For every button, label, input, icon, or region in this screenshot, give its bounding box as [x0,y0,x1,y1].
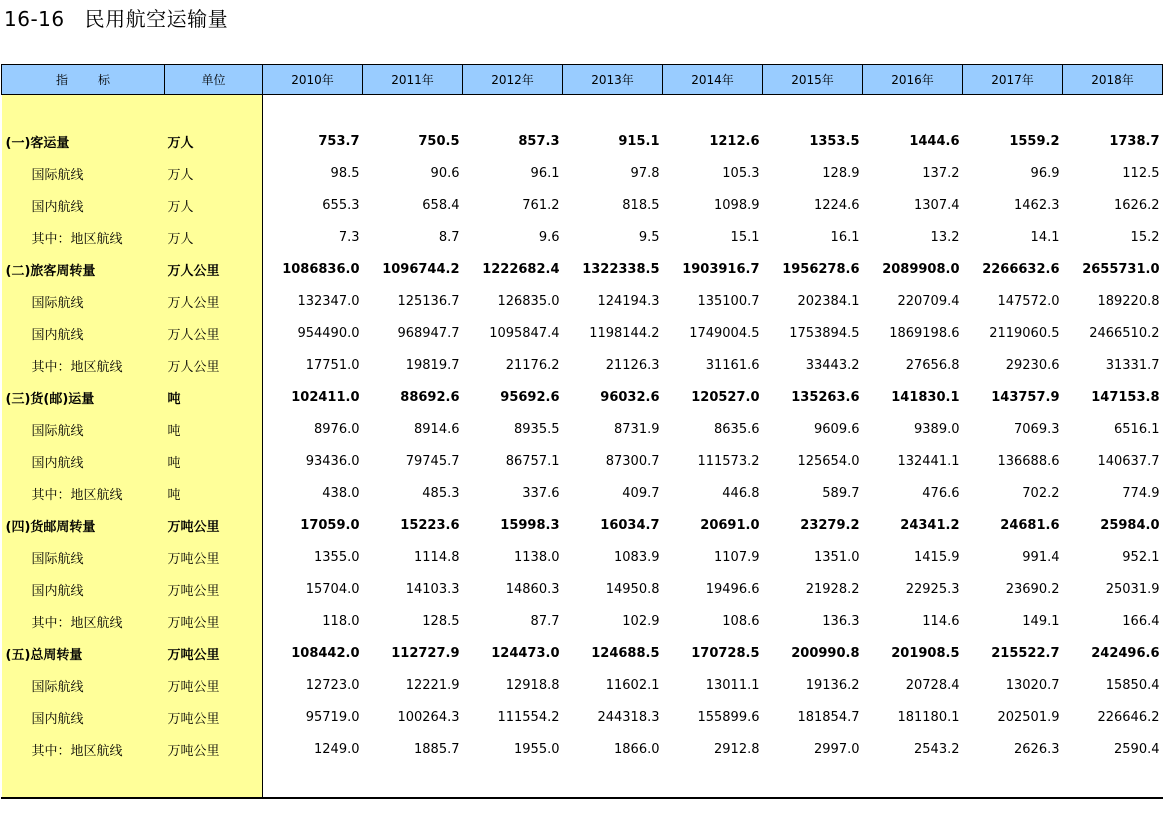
value-cell: 125654.0 [797,453,860,469]
table-number: 16-16 [4,7,65,31]
table-row [2,381,1163,413]
value-cell: 1086836.0 [282,261,360,277]
value-cell: 111554.2 [497,709,560,725]
value-cell: 226646.2 [1097,709,1160,725]
value-cell: 17059.0 [300,517,360,533]
header-year: 2018年 [1063,65,1163,95]
value-cell: 1114.8 [414,549,460,565]
value-cell: 8.7 [438,229,460,245]
table-row [2,253,1163,285]
value-cell: 337.6 [522,485,560,501]
value-cell: 14.1 [1030,229,1060,245]
value-cell: 12918.8 [505,677,560,693]
value-cell: 6516.1 [1114,421,1160,437]
value-cell: 8976.0 [314,421,360,437]
value-cell: 114.6 [922,613,960,629]
value-cell: 658.4 [422,197,460,213]
table-row [2,605,1163,637]
value-cell: 24341.2 [900,517,960,533]
value-cell: 1753894.5 [789,325,860,341]
value-cell: 485.3 [422,485,460,501]
value-cell: 7069.3 [1014,421,1060,437]
value-cell: 96032.6 [600,389,660,405]
value-cell: 1444.6 [909,133,960,149]
value-cell: 13011.1 [705,677,760,693]
row-unit: 万人公里 [165,349,263,381]
table-row [2,509,1163,541]
row-label: (一)客运量 [2,125,165,157]
value-cell: 2119060.5 [989,325,1060,341]
row-label: 国际航线 [2,541,165,573]
value-cell: 438.0 [322,485,360,501]
row-label: 国内航线 [2,317,165,349]
value-cell: 409.7 [622,485,660,501]
value-cell: 589.7 [822,485,860,501]
value-cell: 702.2 [1022,485,1060,501]
row-label: (二)旅客周转量 [2,253,165,285]
value-cell: 202384.1 [797,293,860,309]
value-cell: 147153.8 [1091,389,1160,405]
value-cell: 761.2 [522,197,560,213]
value-cell: 1307.4 [914,197,960,213]
value-cell: 16034.7 [600,517,660,533]
row-label: 其中：地区航线 [2,477,165,509]
row-unit: 万吨公里 [165,605,263,637]
value-cell: 17751.0 [305,357,360,373]
value-cell: 1107.9 [714,549,760,565]
value-cell: 181180.1 [897,709,960,725]
value-cell: 132347.0 [297,293,360,309]
value-cell: 29230.6 [1005,357,1060,373]
row-label: 其中：地区航线 [2,221,165,253]
value-cell: 140637.7 [1097,453,1160,469]
value-cell: 2590.4 [1114,741,1160,757]
value-cell: 181854.7 [797,709,860,725]
row-label: 国际航线 [2,285,165,317]
value-cell: 136688.6 [997,453,1060,469]
value-cell: 1415.9 [914,549,960,565]
value-cell: 952.1 [1122,549,1160,565]
header-indicator: 指标 [2,65,165,95]
value-cell: 915.1 [618,133,660,149]
value-cell: 135263.6 [791,389,860,405]
row-unit: 吨 [165,381,263,413]
value-cell: 97.8 [630,165,660,181]
table-row [2,733,1163,765]
header-year: 2012年 [463,65,563,95]
row-label: 国际航线 [2,669,165,701]
row-unit: 万吨公里 [165,669,263,701]
row-unit: 万吨公里 [165,701,263,733]
value-cell: 1738.7 [1109,133,1160,149]
value-cell: 100264.3 [397,709,460,725]
value-cell: 1138.0 [514,549,560,565]
value-cell: 200990.8 [791,645,860,661]
value-cell: 2266632.6 [982,261,1060,277]
row-label: 其中：地区航线 [2,349,165,381]
value-cell: 2626.3 [1014,741,1060,757]
value-cell: 774.9 [1122,485,1160,501]
value-cell: 8635.6 [714,421,760,437]
value-cell: 22925.3 [905,581,960,597]
value-cell: 15.1 [730,229,760,245]
value-cell: 1083.9 [614,549,660,565]
value-cell: 8731.9 [614,421,660,437]
value-cell: 88692.6 [400,389,460,405]
value-cell: 33443.2 [805,357,860,373]
row-unit: 吨 [165,445,263,477]
value-cell: 8935.5 [514,421,560,437]
header-year: 2017年 [963,65,1063,95]
value-cell: 143757.9 [991,389,1060,405]
row-label: 其中：地区航线 [2,733,165,765]
value-cell: 124688.5 [591,645,660,661]
row-unit: 万吨公里 [165,733,263,765]
table-row [2,349,1163,381]
value-cell: 655.3 [322,197,360,213]
row-unit: 吨 [165,413,263,445]
header-year: 2010年 [263,65,363,95]
header-unit: 单位 [165,65,263,95]
row-label: 国内航线 [2,701,165,733]
value-cell: 244318.3 [597,709,660,725]
header-year: 2014年 [663,65,763,95]
value-cell: 95719.0 [305,709,360,725]
value-cell: 87300.7 [605,453,660,469]
value-cell: 15223.6 [400,517,460,533]
value-cell: 108442.0 [291,645,360,661]
table-title: 民用航空运输量 [84,7,229,31]
row-label: 国内航线 [2,573,165,605]
row-unit: 万人公里 [165,253,263,285]
data-table [1,64,1163,797]
value-cell: 220709.4 [897,293,960,309]
value-cell: 9389.0 [914,421,960,437]
value-cell: 98.5 [330,165,360,181]
value-cell: 16.1 [830,229,860,245]
value-cell: 15998.3 [500,517,560,533]
value-cell: 954490.0 [297,325,360,341]
row-unit: 万人 [165,125,263,157]
value-cell: 2543.2 [914,741,960,757]
value-cell: 102411.0 [291,389,360,405]
value-cell: 215522.7 [991,645,1060,661]
value-cell: 750.5 [418,133,460,149]
value-cell: 155899.6 [697,709,760,725]
value-cell: 19496.6 [705,581,760,597]
value-cell: 1956278.6 [782,261,860,277]
row-unit: 万吨公里 [165,509,263,541]
value-cell: 857.3 [518,133,560,149]
value-cell: 31331.7 [1105,357,1160,373]
value-cell: 9.5 [638,229,660,245]
table-row [2,669,1163,701]
row-unit: 万人公里 [165,317,263,349]
table-row [2,221,1163,253]
table-row [2,445,1163,477]
table-row [2,573,1163,605]
row-unit: 万人公里 [165,285,263,317]
value-cell: 2997.0 [814,741,860,757]
value-cell: 1462.3 [1014,197,1060,213]
value-cell: 1212.6 [709,133,760,149]
value-cell: 86757.1 [505,453,560,469]
table-row [2,413,1163,445]
value-cell: 202501.9 [997,709,1060,725]
value-cell: 166.4 [1122,613,1160,629]
value-cell: 242496.6 [1091,645,1160,661]
value-cell: 201908.5 [891,645,960,661]
value-cell: 15.2 [1130,229,1160,245]
value-cell: 1355.0 [314,549,360,565]
value-cell: 12723.0 [305,677,360,693]
value-cell: 96.9 [1030,165,1060,181]
value-cell: 15704.0 [305,581,360,597]
table-row [2,157,1163,189]
value-cell: 1626.2 [1114,197,1160,213]
value-cell: 476.6 [922,485,960,501]
value-cell: 25984.0 [1100,517,1160,533]
row-label: 国际航线 [2,413,165,445]
value-cell: 23279.2 [800,517,860,533]
value-cell: 112727.9 [391,645,460,661]
header-year: 2016年 [863,65,963,95]
value-cell: 818.5 [622,197,660,213]
value-cell: 128.9 [822,165,860,181]
value-cell: 1096744.2 [382,261,460,277]
row-unit: 吨 [165,477,263,509]
table-row [2,541,1163,573]
value-cell: 14103.3 [405,581,460,597]
value-cell: 90.6 [430,165,460,181]
value-cell: 753.7 [318,133,360,149]
value-cell: 137.2 [922,165,960,181]
value-cell: 9.6 [538,229,560,245]
table-row [2,317,1163,349]
value-cell: 446.8 [722,485,760,501]
row-label: 国内航线 [2,189,165,221]
header-year: 2013年 [563,65,663,95]
table-row [2,189,1163,221]
table-body [2,95,1163,798]
value-cell: 79745.7 [405,453,460,469]
value-cell: 1224.6 [814,197,860,213]
row-unit: 万人 [165,221,263,253]
value-cell: 1249.0 [314,741,360,757]
header-row [2,65,1163,95]
row-label: 国际航线 [2,157,165,189]
value-cell: 125136.7 [397,293,460,309]
value-cell: 2912.8 [714,741,760,757]
value-cell: 14950.8 [605,581,660,597]
value-cell: 991.4 [1022,549,1060,565]
page-title [4,4,228,34]
table-row [2,477,1163,509]
value-cell: 1198144.2 [589,325,660,341]
value-cell: 93436.0 [305,453,360,469]
value-cell: 170728.5 [691,645,760,661]
value-cell: 1095847.4 [489,325,560,341]
row-label: 其中：地区航线 [2,605,165,637]
value-cell: 96.1 [530,165,560,181]
value-cell: 1351.0 [814,549,860,565]
value-cell: 9609.6 [814,421,860,437]
value-cell: 120527.0 [691,389,760,405]
table-row [2,125,1163,157]
value-cell: 95692.6 [500,389,560,405]
row-unit: 万人 [165,157,263,189]
value-cell: 136.3 [822,613,860,629]
value-cell: 21176.2 [505,357,560,373]
value-cell: 2089908.0 [882,261,960,277]
value-cell: 1353.5 [809,133,860,149]
value-cell: 24681.6 [1000,517,1060,533]
value-cell: 141830.1 [891,389,960,405]
table-row [2,637,1163,669]
value-cell: 102.9 [622,613,660,629]
value-cell: 118.0 [322,613,360,629]
spacer-row [2,95,1163,126]
value-cell: 12221.9 [405,677,460,693]
value-cell: 11602.1 [605,677,660,693]
value-cell: 189220.8 [1097,293,1160,309]
value-cell: 21126.3 [605,357,660,373]
value-cell: 19136.2 [805,677,860,693]
value-cell: 1098.9 [714,197,760,213]
value-cell: 112.5 [1122,165,1160,181]
value-cell: 13.2 [930,229,960,245]
row-unit: 万人 [165,189,263,221]
row-unit: 万吨公里 [165,573,263,605]
value-cell: 25031.9 [1105,581,1160,597]
table-row [2,701,1163,733]
value-cell: 128.5 [422,613,460,629]
value-cell: 132441.1 [897,453,960,469]
value-cell: 1749004.5 [689,325,760,341]
value-cell: 7.3 [338,229,360,245]
value-cell: 19819.7 [405,357,460,373]
value-cell: 87.7 [530,613,560,629]
value-cell: 126835.0 [497,293,560,309]
row-label: (三)货(邮)运量 [2,381,165,413]
value-cell: 8914.6 [414,421,460,437]
spacer-row [2,765,1163,797]
value-cell: 2655731.0 [1082,261,1160,277]
bottom-rule [1,797,1163,799]
header-year: 2011年 [363,65,463,95]
value-cell: 1222682.4 [482,261,560,277]
value-cell: 20728.4 [905,677,960,693]
value-cell: 31161.6 [705,357,760,373]
value-cell: 149.1 [1022,613,1060,629]
value-cell: 23690.2 [1005,581,1060,597]
value-cell: 1869198.6 [889,325,960,341]
value-cell: 21928.2 [805,581,860,597]
value-cell: 108.6 [722,613,760,629]
header-year: 2015年 [763,65,863,95]
row-unit: 万吨公里 [165,541,263,573]
value-cell: 27656.8 [905,357,960,373]
value-cell: 1322338.5 [582,261,660,277]
value-cell: 1866.0 [614,741,660,757]
row-label: (五)总周转量 [2,637,165,669]
value-cell: 968947.7 [397,325,460,341]
value-cell: 1955.0 [514,741,560,757]
value-cell: 135100.7 [697,293,760,309]
value-cell: 1885.7 [414,741,460,757]
value-cell: 1559.2 [1009,133,1060,149]
value-cell: 2466510.2 [1089,325,1160,341]
value-cell: 13020.7 [1005,677,1060,693]
value-cell: 15850.4 [1105,677,1160,693]
value-cell: 124473.0 [491,645,560,661]
value-cell: 1903916.7 [682,261,760,277]
row-unit: 万吨公里 [165,637,263,669]
row-label: 国内航线 [2,445,165,477]
value-cell: 111573.2 [697,453,760,469]
value-cell: 14860.3 [505,581,560,597]
table-row [2,285,1163,317]
row-label: (四)货邮周转量 [2,509,165,541]
value-cell: 147572.0 [997,293,1060,309]
value-cell: 105.3 [722,165,760,181]
value-cell: 124194.3 [597,293,660,309]
value-cell: 20691.0 [700,517,760,533]
